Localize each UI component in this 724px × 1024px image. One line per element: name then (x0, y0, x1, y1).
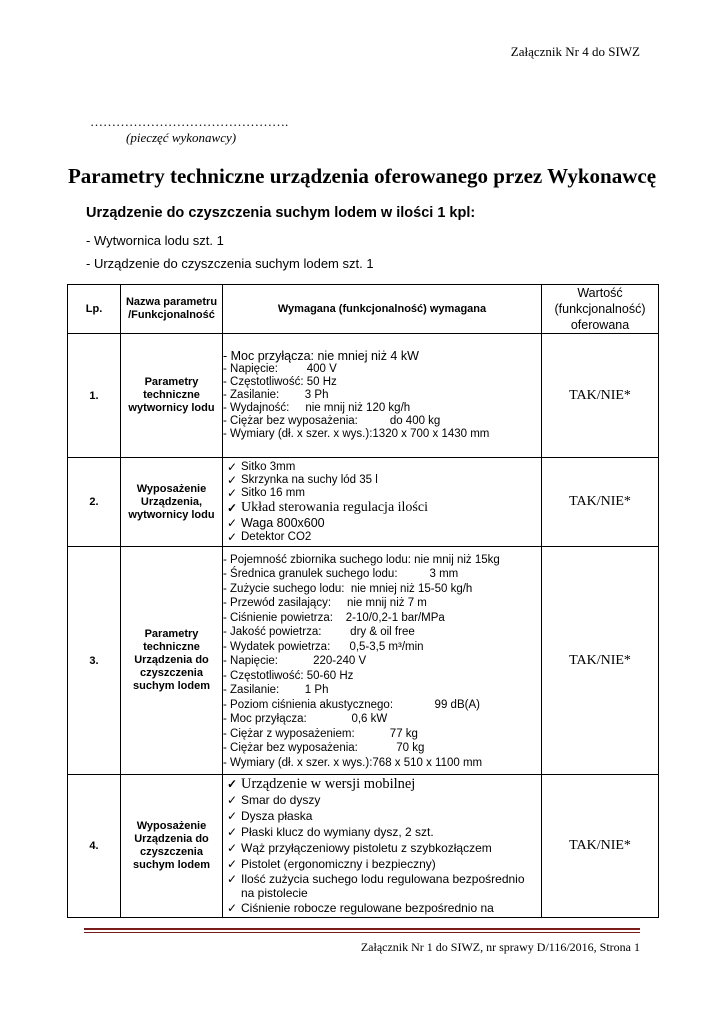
header-name-line: /Funkcjonalność (128, 309, 215, 321)
row-lp: 1. (68, 334, 121, 458)
name-line: Parametry (144, 628, 199, 640)
requirement-line: - Wymiary (dł. x szer. x wys.):768 x 510 x 1100 mm (223, 756, 483, 769)
spec-table (67, 284, 659, 918)
stamp-dotted-line: ………………………………………. (90, 114, 289, 129)
requirement-line: - Przewód zasilający: nie mnij niż 7 m (223, 597, 427, 610)
row-offered-value: TAK/NIE* (542, 547, 659, 775)
row-offered-value: TAK/NIE* (542, 775, 659, 918)
name-line: wytwornicy lodu (128, 508, 215, 521)
row-lp: 3. (68, 547, 121, 775)
header-lp: Lp. (68, 285, 121, 334)
checklist (223, 461, 541, 544)
name-line: techniczne (143, 389, 200, 401)
checklist-item: ✓ Płaski klucz do wymiany dysz, 2 szt. (223, 824, 541, 840)
row-requirements (223, 547, 542, 775)
requirement-line: - Ciężar bez wyposażenia: do 400 kg (223, 415, 441, 427)
checklist-item: ✓ Wąż przyłączeniowy pistoletu z szybkozłączem (223, 840, 541, 856)
annex-reference: Załącznik Nr 4 do SIWZ (510, 44, 640, 59)
row-parameter-name (121, 775, 223, 918)
name-line: Urządzenia, (140, 495, 203, 508)
table-row (68, 775, 659, 918)
checklist-item: ✓ Detektor CO2 (223, 531, 541, 544)
header-name-line: Nazwa parametru (125, 296, 218, 308)
checklist (223, 776, 541, 916)
item-ice-generator: - Wytwornica lodu szt. 1 (86, 233, 224, 248)
table-row (68, 458, 659, 547)
checklist-item: ✓ Sitko 3mm (223, 461, 541, 474)
name-line: Parametry (144, 376, 199, 388)
row-requirements (223, 458, 542, 547)
header-value-line: oferowana (570, 318, 630, 332)
requirement-line: - Częstotliwość: 50 Hz (223, 376, 337, 388)
name-line: czyszczenia (140, 667, 203, 679)
checklist-item: ✓ Urządzenie w wersji mobilnej (223, 776, 541, 792)
name-line: Wyposażenie (136, 820, 207, 832)
header-value-line: (funkcjonalność) (554, 302, 646, 316)
checklist-item: ✓ Pistolet (ergonomiczny i bezpieczny) (223, 856, 541, 872)
requirement-line: - Poziom ciśnienia akustycznego: 99 dB(A) (223, 698, 480, 711)
requirement-line: - Wydajność: nie mnij niż 120 kg/h (223, 402, 411, 414)
name-line: Urządzenia do (134, 654, 209, 666)
row-requirements (223, 775, 542, 918)
header-parameter-name (121, 285, 223, 334)
requirement-line: - Pojemność zbiornika suchego lodu: nie mnij niż 15kg (223, 553, 500, 566)
row-requirements (223, 334, 542, 458)
table-row (68, 547, 659, 775)
requirement-line: - Moc przyłącza: nie mniej niż 4 kW (223, 349, 419, 363)
header-offered-value (542, 285, 659, 334)
requirement-line: - Napięcie: 220-240 V (223, 655, 367, 668)
name-line: techniczne (143, 641, 200, 653)
row-lp: 2. (68, 458, 121, 547)
table-header-row (68, 285, 659, 334)
requirement-line: - Wymiary (dł. x szer. x wys.):1320 x 700 x 1430 mm (223, 428, 490, 440)
requirement-line: - Zużycie suchego lodu: nie mniej niż 15-50 kg/h (223, 582, 473, 595)
requirement-line: - Wydatek powietrza: 0,5-3,5 m³/min (223, 640, 424, 653)
requirement-line: - Średnica granulek suchego lodu: 3 mm (223, 568, 459, 581)
footer-divider (84, 928, 640, 930)
requirement-line: - Ciśnienie powietrza: 2-10/0,2-1 bar/MPa (223, 611, 445, 624)
checklist-item: ✓ Sitko 16 mm (223, 487, 541, 500)
checklist-item: ✓ Waga 800x600 (223, 516, 541, 531)
device-subtitle: Urządzenie do czyszczenia suchym lodem w ilości 1 kpl: (86, 205, 476, 221)
row-parameter-name (121, 334, 223, 458)
requirement-line: - Zasilanie: 1 Ph (223, 684, 329, 697)
table-row (68, 334, 659, 458)
page-footer: Załącznik Nr 1 do SIWZ, nr sprawy D/116/2016, Strona 1 (360, 940, 640, 954)
requirement-line: - Ciężar bez wyposażenia: 70 kg (223, 742, 425, 755)
checklist-item: ✓ Ilość zużycia suchego lodu regulowana bezpośrednio na pistolecie (223, 872, 541, 900)
requirement-line: - Zasilanie: 3 Ph (223, 389, 329, 401)
row-offered-value: TAK/NIE* (542, 334, 659, 458)
checklist-item: ✓ Układ sterowania regulacja ilości (223, 500, 541, 516)
name-line: suchym lodem (132, 680, 211, 692)
requirement-line: - Napięcie: 400 V (223, 363, 337, 375)
item-cleaning-device: - Urządzenie do czyszczenia suchym lodem szt. 1 (86, 256, 374, 271)
page-title: Parametry techniczne urządzenia oferowanego przez Wykonawcę (67, 164, 657, 188)
row-parameter-name (121, 547, 223, 775)
checklist-item: ✓ Skrzynka na suchy lód 35 l (223, 474, 541, 487)
requirement-line: - Ciężar z wyposażeniem: 77 kg (223, 727, 418, 740)
requirement-line: - Częstotliwość: 50-60 Hz (223, 669, 354, 682)
checklist-item: ✓ Ciśnienie robocze regulowane bezpośrednio na (223, 900, 541, 916)
name-line: suchym lodem (132, 859, 211, 871)
header-required: Wymagana (funkcjonalność) wymagana (223, 285, 542, 334)
requirement-line: - Jakość powietrza: dry & oil free (223, 626, 415, 639)
checklist-item: ✓ Dysza płaska (223, 808, 541, 824)
row-lp: 4. (68, 775, 121, 918)
name-line: Wyposażenie (136, 482, 207, 495)
header-value-line: Wartość (577, 286, 623, 300)
name-line: Urządzenia do (134, 833, 209, 845)
row-parameter-name (121, 458, 223, 547)
stamp-label: (pieczęć wykonawcy) (126, 130, 237, 145)
footer-divider (84, 932, 640, 933)
name-line: wytwornicy lodu (128, 402, 215, 414)
requirement-line: - Moc przyłącza: 0,6 kW (223, 713, 388, 726)
row-offered-value: TAK/NIE* (542, 458, 659, 547)
name-line: czyszczenia (140, 846, 203, 858)
checklist-item: ✓ Smar do dyszy (223, 792, 541, 808)
